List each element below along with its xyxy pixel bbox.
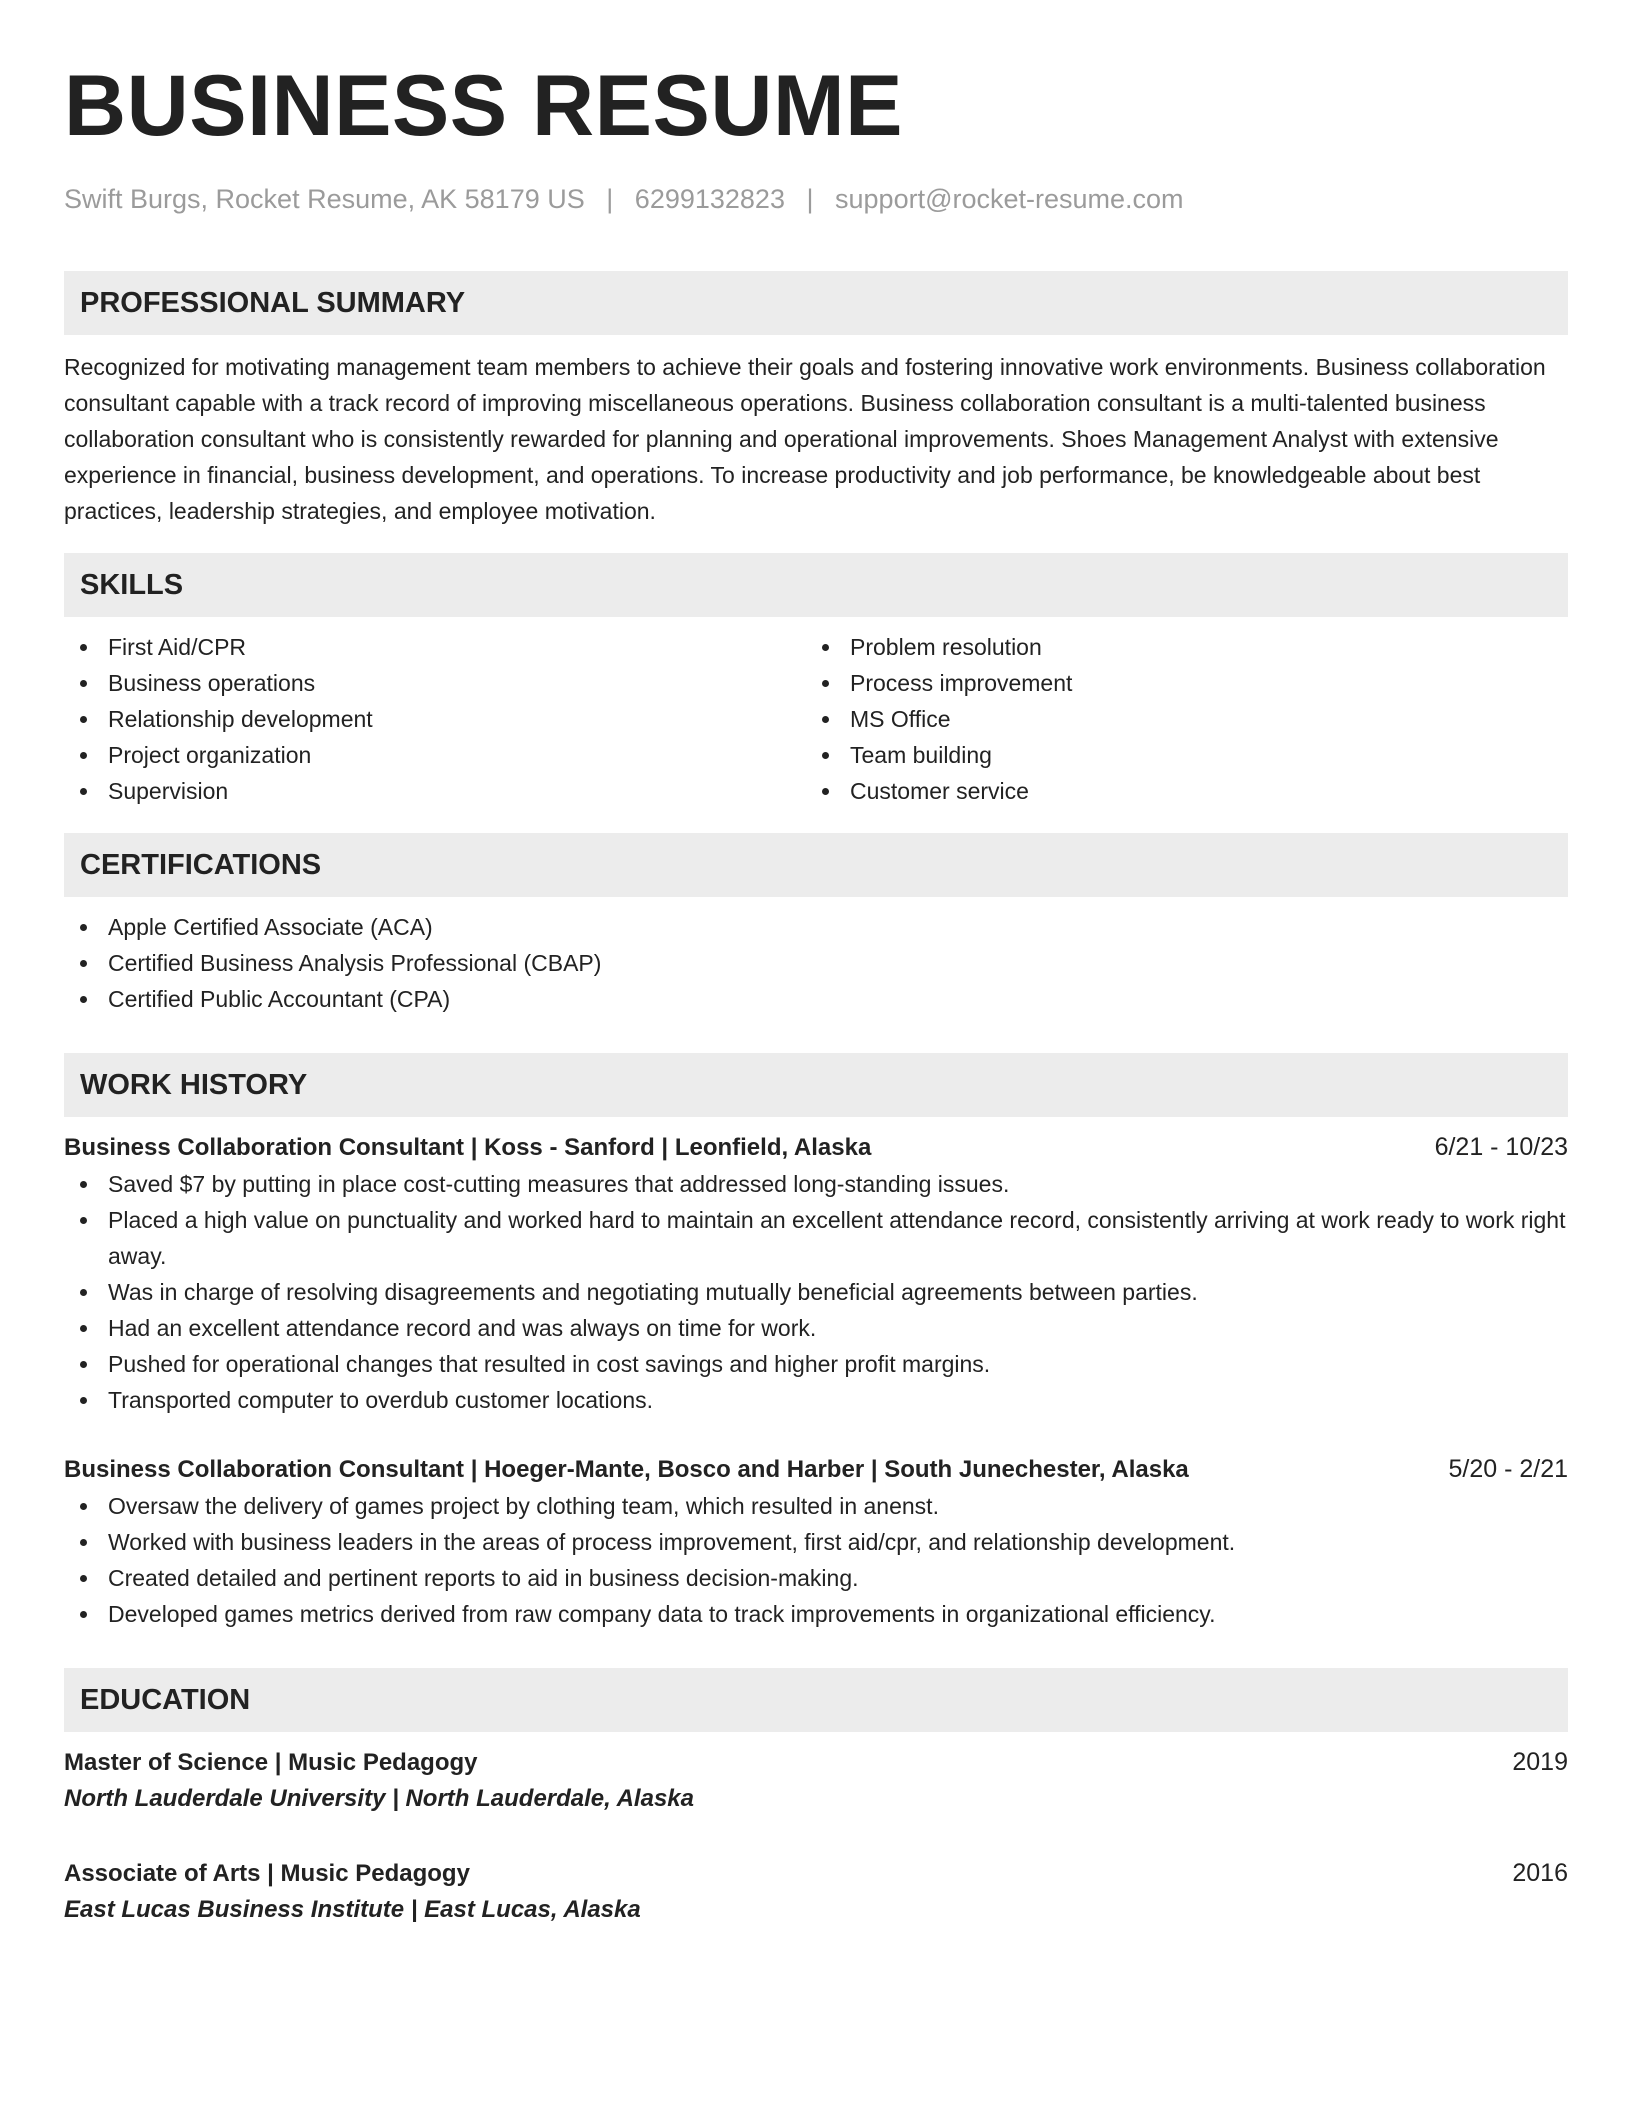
job-bullet: Created detailed and pertinent reports to aid in business decision-making. <box>64 1560 1568 1596</box>
summary-text: Recognized for motivating management team members to achieve their goals and fostering innovative work environments. Business collaboration consultant capable with a track record of improving miscellaneous operations. Business collaboration consultant is a multi-talented business collaboration consultant who is consistently rewarded for planning and operational improvements. Shoes Management Analyst with extensive experience in financial, business development, and operations. To increase productivity and job performance, be knowledgeable about best practices, leadership strategies, and employee motivation. <box>64 354 1546 524</box>
education-entry <box>64 1744 1568 1817</box>
skill-item: Problem resolution <box>806 629 1548 665</box>
job-bullet: Pushed for operational changes that resulted in cost savings and higher profit margins. <box>64 1346 1568 1382</box>
job-bullet: Had an excellent attendance record and was always on time for work. <box>64 1310 1568 1346</box>
job-entry <box>64 1451 1568 1632</box>
job-bullet: Worked with business leaders in the areas of process improvement, first aid/cpr, and relationship development. <box>64 1524 1568 1560</box>
job-title: Business Collaboration Consultant | Hoeger-Mante, Bosco and Harber | South Junechester, Alaska <box>64 1456 1189 1483</box>
skill-item: Supervision <box>64 773 806 809</box>
job-bullet: Oversaw the delivery of games project by clothing team, which resulted in anenst. <box>64 1488 1568 1524</box>
job-bullets <box>64 1488 1568 1632</box>
skill-item: Relationship development <box>64 701 806 737</box>
job-bullets <box>64 1166 1568 1418</box>
certification-item: Apple Certified Associate (ACA) <box>64 909 1568 945</box>
job-header <box>64 1129 1568 1166</box>
education-heading: EDUCATION <box>64 1668 1568 1732</box>
skill-item: First Aid/CPR <box>64 629 806 665</box>
skills-column-left <box>64 629 806 809</box>
certification-item: Certified Public Accountant (CPA) <box>64 981 1568 1017</box>
contact-address: Swift Burgs, Rocket Resume, AK 58179 US <box>64 184 585 214</box>
education-degree: Associate of Arts | Music Pedagogy <box>64 1860 470 1887</box>
education-degree: Master of Science | Music Pedagogy <box>64 1749 478 1776</box>
job-dates: 6/21 - 10/23 <box>1434 1133 1568 1161</box>
job-entry <box>64 1129 1568 1418</box>
job-bullet: Saved $7 by putting in place cost-cutting measures that addressed long-standing issues. <box>64 1166 1568 1202</box>
contact-separator: | <box>606 184 614 214</box>
skills-list <box>64 629 1568 809</box>
contact-email: support@rocket-resume.com <box>835 184 1184 214</box>
education-school: North Lauderdale University | North Lauderdale, Alaska <box>64 1785 694 1812</box>
skills-column-right <box>806 629 1548 809</box>
certifications-list <box>64 909 1568 1017</box>
education-entry <box>64 1855 1568 1928</box>
job-header <box>64 1451 1568 1488</box>
resume-page <box>64 0 1568 1928</box>
work-history-heading: WORK HISTORY <box>64 1053 1568 1117</box>
job-dates: 5/20 - 2/21 <box>1448 1455 1568 1483</box>
skills-heading: SKILLS <box>64 553 1568 617</box>
contact-separator: | <box>806 184 814 214</box>
skill-item: Project organization <box>64 737 806 773</box>
education-header <box>64 1855 1568 1892</box>
skill-item: MS Office <box>806 701 1548 737</box>
skill-item: Business operations <box>64 665 806 701</box>
job-bullet: Transported computer to overdub customer locations. <box>64 1382 1568 1418</box>
education-year: 2016 <box>1512 1859 1568 1887</box>
certifications-heading: CERTIFICATIONS <box>64 833 1568 897</box>
job-bullet: Developed games metrics derived from raw company data to track improvements in organizational efficiency. <box>64 1596 1568 1632</box>
job-bullet: Placed a high value on punctuality and worked hard to maintain an excellent attendance record, consistently arriving at work ready to work right away. <box>64 1202 1568 1274</box>
skill-item: Customer service <box>806 773 1548 809</box>
skill-item: Team building <box>806 737 1548 773</box>
education-header <box>64 1744 1568 1781</box>
certification-item: Certified Business Analysis Professional (CBAP) <box>64 945 1568 981</box>
contact-line <box>64 182 1568 216</box>
education-school: East Lucas Business Institute | East Lucas, Alaska <box>64 1896 641 1923</box>
education-year: 2019 <box>1512 1748 1568 1776</box>
summary-heading: PROFESSIONAL SUMMARY <box>64 271 1568 335</box>
job-title: Business Collaboration Consultant | Koss - Sanford | Leonfield, Alaska <box>64 1134 872 1161</box>
job-bullet: Was in charge of resolving disagreements and negotiating mutually beneficial agreements between parties. <box>64 1274 1568 1310</box>
resume-title: BUSINESS RESUME <box>64 58 903 154</box>
contact-phone: 6299132823 <box>634 184 785 214</box>
skill-item: Process improvement <box>806 665 1548 701</box>
